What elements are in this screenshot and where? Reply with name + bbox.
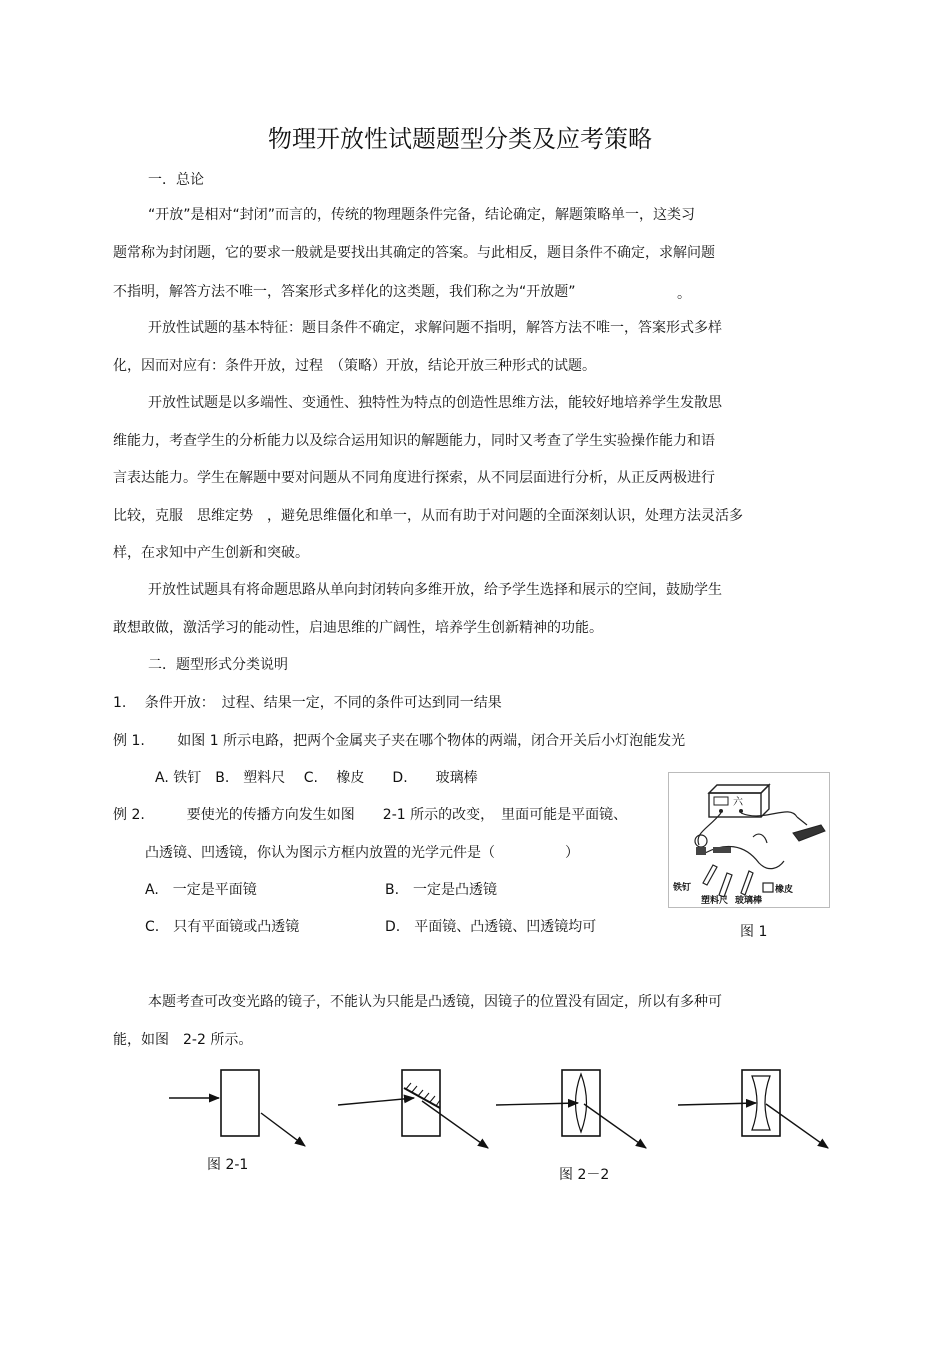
figure-2-2-plane-mirror	[336, 1068, 496, 1148]
figure-2-2-convex-lens	[494, 1068, 654, 1148]
page-title: 物理开放性试题题型分类及应考策略	[268, 125, 652, 153]
p2-line1: 开放性试题的基本特征：题目条件不确定，求解问题不指明，解答方法不唯一，答案形式多样	[148, 320, 722, 336]
p1-line3: 不指明，解答方法不唯一，答案形式多样化的这类题，我们称之为“开放题”	[113, 284, 576, 300]
figure-2-2-caption: 图 2－2	[559, 1167, 610, 1183]
example1-options: A. 铁钉 B. 塑料尺 C. 橡皮 D. 玻璃棒	[155, 770, 478, 786]
p4-line2: 敢想敢做，激活学习的能动性，启迪思维的广阔性，培养学生创新精神的功能。	[113, 620, 603, 636]
p1-line3-end: 。	[677, 286, 691, 302]
analysis-line1: 本题考查可改变光路的镜子，不能认为只能是凸透镜，因镜子的位置没有固定，所以有多种可	[148, 994, 722, 1010]
section1-heading: 一．总论	[148, 172, 204, 188]
p2-line2: 化，因而对应有：条件开放，过程 （策略）开放，结论开放三种形式的试题。	[113, 358, 596, 374]
p3-line4: 比较，克服 思维定势 ，避免思维僵化和单一，从而有助于对问题的全面深刻认识，处理方法灵活多	[113, 508, 743, 524]
example2-option-a: A. 一定是平面镜	[145, 882, 257, 898]
example2-option-d: D. 平面镜、凸透镜、凹透镜均可	[385, 919, 597, 935]
item1: 1. 条件开放： 过程、结果一定，不同的条件可达到同一结果	[113, 695, 502, 711]
p1-line2: 题常称为封闭题，它的要求一般就是要找出其确定的答案。与此相反，题目条件不确定，求解问题	[113, 245, 715, 261]
circuit-label-ruler: 塑料尺	[701, 896, 729, 906]
p3-line5: 样，在求知中产生创新和突破。	[113, 545, 309, 561]
analysis-line2: 能，如图 2-2 所示。	[113, 1032, 253, 1048]
p3-line3: 言表达能力。学生在解题中要对问题从不同角度进行探索，从不同层面进行分析，从正反两极进行	[113, 470, 715, 486]
figure-2-1-caption: 图 2-1	[207, 1157, 249, 1173]
example2-line1: 例 2. 要使光的传播方向发生如图 2-1 所示的改变， 里面可能是平面镜、	[113, 807, 628, 823]
figure-1-caption: 图 1	[740, 924, 768, 940]
example2-line2: 凸透镜、凹透镜，你认为图示方框内放置的光学元件是（ ）	[145, 845, 579, 861]
p3-line2: 维能力，考查学生的分析能力以及综合运用知识的解题能力，同时又考查了学生实验操作能力和语	[113, 433, 715, 449]
figure-2-2-concave-lens	[676, 1068, 836, 1148]
circuit-label-nail: 铁钉	[673, 883, 692, 893]
svg-text:六: 六	[733, 797, 743, 808]
p4-line1: 开放性试题具有将命题思路从单向封闭转向多维开放，给予学生选择和展示的空间，鼓励学生	[148, 582, 722, 598]
example2-option-b: B. 一定是凸透镜	[385, 882, 498, 898]
circuit-drawing	[669, 773, 831, 909]
circuit-label-eraser: 橡皮	[775, 885, 794, 895]
section2-heading: 二．题型形式分类说明	[148, 657, 288, 673]
example2-option-c: C. 只有平面镜或凸透镜	[145, 919, 300, 935]
example1: 例 1. 如图 1 所示电路，把两个金属夹子夹在哪个物体的两端，闭合开关后小灯泡能发光	[113, 733, 686, 749]
p1-line1: “开放”是相对“封闭”而言的，传统的物理题条件完备，结论确定，解题策略单一，这类习	[148, 207, 696, 223]
figure-1-circuit	[668, 772, 830, 908]
figure-2-1	[165, 1068, 315, 1148]
p3-line1: 开放性试题是以多端性、变通性、独特性为特点的创造性思维方法，能较好地培养学生发散思	[148, 395, 722, 411]
circuit-label-glass-rod: 玻璃棒	[735, 896, 763, 906]
